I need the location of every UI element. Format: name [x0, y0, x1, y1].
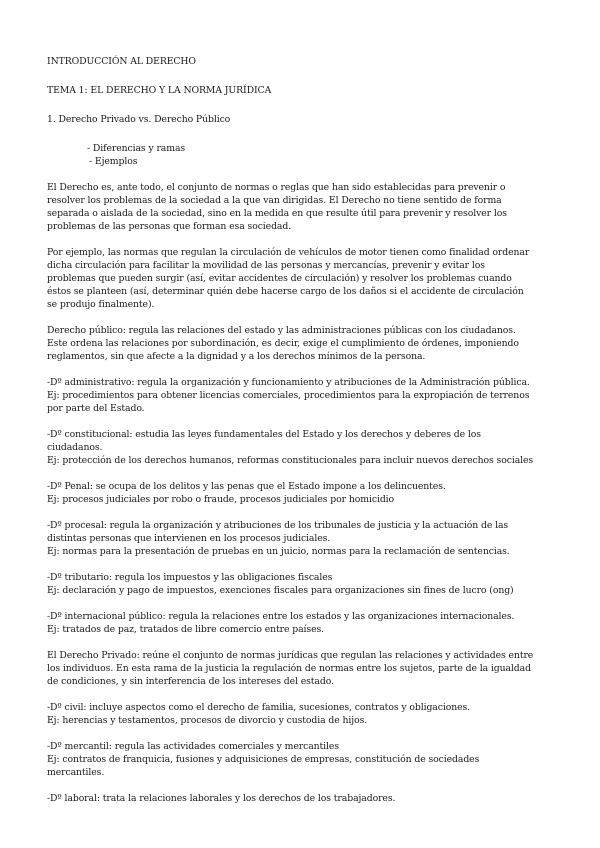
paragraph-administrative: -Dº administrativo: regula la organización y funcionamiento y atribuciones de la Administración pública. Ej: procedimientos para obtener licencias comerciales, procedimientos para la expropiación de terrenos por parte del Estado. — [47, 377, 530, 414]
paragraph-private-law: El Derecho Privado: reúne el conjunto de normas jurídicas que regulan las relaciones y actividades entre los individuos. En esta rama de la justicia la regulación de normas entre los sujetos, parte de la igualdad de condiciones, y sin interferencia de los intereses del estado. — [47, 650, 534, 687]
paragraph-example: Por ejemplo, las normas que regulan la circulación de vehículos de motor tienen como finalidad ordenar dicha circulación para facilitar la movilidad de las personas y mercancías, prevenir y evitar los problemas que pueden surgir (así, evitar accidentes de circulación) y resolver los problemas cuando éstos se planteen (así, determinar quién debe hacerse cargo de los daños si el accidente de circulación se produjo finalmente). — [47, 247, 530, 310]
topic-heading: TEMA 1: EL DERECHO Y LA NORMA JURÍDICA — [47, 85, 272, 96]
paragraph-civil: -Dº civil: incluye aspectos como el derecho de familia, sucesiones, contratos y obligaciones. Ej: herencias y testamentos, procesos de divorcio y custodia de hijos. — [47, 702, 471, 726]
paragraph-tax: -Dº tributario: regula los impuestos y las obligaciones fiscales Ej: declaración y pago de impuestos, exenciones fiscales para organizaciones sin fines de lucro (ong) — [47, 572, 514, 596]
paragraph-mercantile: -Dº mercantil: regula las actividades comerciales y mercantiles Ej: contratos de franquicia, fusiones y adquisiciones de empresas, constitución de sociedades mercantiles. — [47, 741, 480, 778]
paragraph-labor: -Dº laboral: trata la relaciones laborales y los derechos de los trabajadores. — [47, 793, 396, 804]
document-body — [47, 55, 535, 818]
paragraph-international: -Dº internacional público: regula la relaciones entre los estados y las organizaciones internacionales. Ej: tratados de paz, tratados de libre comercio entre países. — [47, 611, 515, 635]
document-heading: INTRODUCCIÓN AL DERECHO — [47, 56, 196, 67]
paragraph-public-law: Derecho público: regula las relaciones del estado y las administraciones públicas con los ciudadanos. Este ordena las relaciones por subordinación, es decir, exige el cumplimiento de órdenes, imponiendo reglamentos, sin que afecte a la dignidad y a los derechos mínimos de la persona. — [47, 325, 519, 362]
paragraph-procedural: -Dº procesal: regula la organización y atribuciones de los tribunales de justicia y la actuación de las distintas personas que intervienen en los procesos judiciales. Ej: normas para la presentación de pruebas en un juicio, normas para la reclamación de sentencias. — [47, 520, 510, 557]
bullet-item: - Ejemplos — [89, 156, 138, 167]
section-heading: 1. Derecho Privado vs. Derecho Público — [47, 114, 231, 125]
paragraph-definition: El Derecho es, ante todo, el conjunto de normas o reglas que han sido establecidas para prevenir o resolver los problemas de la sociedad a la que van dirigidas. El Derecho no tiene sentido de forma separada o aislada de la sociedad, sino en la medida en que resulte útil para prevenir y resolver los problemas de las personas que forman esa sociedad. — [47, 182, 507, 232]
paragraph-constitutional: -Dº constitucional: estudia las leyes fundamentales del Estado y los derechos y deberes de los ciudadanos. Ej: protección de los derechos humanos, reformas constitucionales para incluir nuevos derechos sociales — [47, 429, 534, 466]
bullet-item: - Diferencias y ramas — [87, 143, 186, 154]
paragraph-penal: -Dº Penal: se ocupa de los delitos y las penas que el Estado impone a los delincuentes. Ej: procesos judiciales por robo o fraude, procesos judiciales por homicidio — [47, 481, 446, 505]
